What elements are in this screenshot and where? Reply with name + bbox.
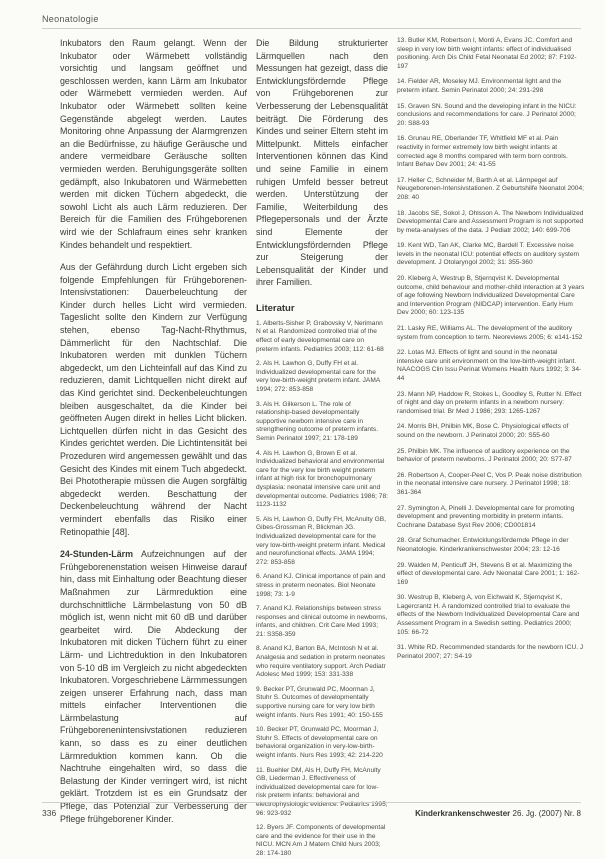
reference-item: 20. Kleberg A, Westrup B, Stjernqvist K. Developmental outcome, child behaviour and mother-child interaction at 3 years of age following Newborn Individualized Developmental Care and Intervention Program (NIDCAP) intervention. Early Hum Dev 2000; 60: 123-135 <box>397 275 585 317</box>
reference-item: 10. Becker PT, Grunwald PC, Moorman J, Stuhr S. Effects of developmental care on behavioral organization in very-low-birth-weight infants. Nurs Res 1993; 42: 214-220 <box>256 726 383 759</box>
reference-item: 23. Mann NP, Haddow R, Stokes L, Goodley S, Rutter N. Effect of night and day on preterm infants in a newborn nursery: randomised trial. Br Med J 1986; 293: 1265-1267 <box>397 390 582 415</box>
body-paragraph: Inkubators den Raum gelangt. Wenn der Inkubator oder Wärmebett vollständig vorsichtig und langsam geöffnet und geschlossen werden, kann Lärm am Inkubator oder Wärmebett vermieden werden. Auf Inkubator oder Wärmebett sollten keine Gegenstände abgelegt werden. Lautes Monitoring ohne Anpassung der Alarmgrenzen an die Bedürfnisse, zu häufige Geräusche und andere vermeidbare Geräusche sollten vermieden werden. Beruhigungsgeräte sollten gedämpft, also Inkubatoren und Wärmebetten werden mit dicken Tüchern abgedeckt, die sowohl Licht als auch Lärm reduzieren. Der Bereich für die Familien des Frühgeborenen wird wie der Schlafraum eines sehr kranken Kindes behandelt und respektiert. <box>60 38 247 250</box>
journal-issue: 26. Jg. (2007) Nr. 8 <box>512 809 581 818</box>
paragraph-lead-text: Aufzeichnungen auf der Frühgeborenenstation weisen Hinweise darauf hin, dass mit Einhaltung oder Beachtung dieser Maßnahmen zur Lärmreduktion eine durchschnittliche Lärmbelastung von 50 dB möglich ist, wenn nicht mit 60 dB und darüber gearbeitet wird. Die Abdeckung der Inkubatoren mit dicken Tüchern führt zu einer Lärm- und Lichtreduktion in den Inkubatoren von 5-10 dB im Vergleich zu nicht abgedeckten Inkubatoren. Vorgeschriebene Lärmmessungen zeigen unserer Erfahrung nach, dass man mittels einfacher Interventionen die Lärmbelastung auf Frühgeborenenintensivstationen reduzieren kann, so dass es zu einer deutlichen Lärmreduktion kommen kann. Ob die Nachtruhe eingehalten wird, so dass die Belastung der Kinder verringert wird, ist nicht geklärt. Trotzdem ist es ein Grundsatz der Pflege, das Potenzial zur Verbesserung der Pflege frühgeborener Kinder. <box>60 549 247 824</box>
reference-item: 9. Becker PT, Grunwald PC, Moorman J, Stuhr S. Outcomes of developmentally supportive nursing care for very low birth weight infants. Nurs Res 1991; 40: 150-155 <box>256 685 383 719</box>
reference-item: 1. Alberts-Sisher P, Grabovsky V, Nerimann N et al. Randomized controlled trial of the effect of early developmental care on preterm infants. Pediatrics 2003; 112: 61-68 <box>256 319 384 353</box>
reference-item: 6. Anand KJ. Clinical importance of pain and stress in preterm neonates. Biol Neonate 1998; 73: 1-9 <box>256 573 386 598</box>
reference-item: 15. Graven SN. Sound and the developing infant in the NICU: conclusions and recommendations for care. J Perinatol 2000; 20: S88-93 <box>397 102 577 127</box>
reference-item: 4. Als H. Lawhon G, Brown E et al. Individualized behavioral and environmental care for the very low birth weight preterm infant at high risk for bronchopulmonary dysplasia: neonatal intensive care unit and developmental outcome. Pediatrics 1986; 78: 1123-1132 <box>256 449 388 509</box>
section-header: Neonatologie <box>42 14 99 24</box>
reference-item: 17. Heller C, Schneider M, Barth A et al. Lärmpegel auf Neugeborenen-Intensivstationen. Z Geburtshilfe Neonatol 2004; 208: 40 <box>397 176 584 201</box>
reference-item: 22. Lotas MJ. Effects of light and sound in the neonatal intensive care unit environment on the low-birth-weight infant. NAACOGS Clin Issu Perinat Womens Health Nurs 1992; 3: 34-44 <box>397 349 582 382</box>
reference-item: 28. Graf Schumacher. Entwicklungsfördernde Pflege in der Neonatologie. Kinderkrankenschwester 2004; 23: 12-16 <box>397 537 569 553</box>
reference-item: 3. Als H. Gilkerson L. The role of relationship-based developmentally supportive newborn intensive care in strengthening outcome of preterm infants. Semin Perinatol 1997; 21: 178-189 <box>256 400 379 442</box>
reference-item: 30. Westrup B, Kleberg A, von Eichwald K, Stjernqvist K, Lagercrantz H. A randomized controlled trial to evaluate the effects of the Newborn Individualized Developmental Care and Assessment Program in a Swedish setting. Pediatrics 2000; 105: 66-72 <box>397 594 580 636</box>
reference-item: 19. Kent WD, Tan AK, Clarke MC, Bardell T. Excessive noise levels in the neonatal ICU: potential effects on auditory system development. J Otolaryngol 2002; 31: 355-360 <box>397 242 580 267</box>
paragraph-lead-label: 24-Stunden-Lärm <box>60 549 133 560</box>
header-rule <box>42 28 581 29</box>
reference-item: 11. Buehler DM, Als H, Duffy FH, McAnulty GB, Liederman J. Effectiveness of individualized developmental care for low-risk preterm infants: behavioral and electrophysiologic evidence. Pediatrics 1995; 96: 923-932 <box>256 766 388 817</box>
reference-item: 14. Fielder AR, Moseley MJ. Environmental light and the preterm infant. Semin Perinatol 2000; 24: 291-298 <box>397 78 562 94</box>
reference-item: 7. Anand KJ. Relationships between stress responses and clinical outcome in newborns, infants, and children. Crit Care Med 1993; 21: S358-359 <box>256 605 388 638</box>
reference-list <box>397 37 585 661</box>
literature-heading: Literatur <box>256 302 295 314</box>
column-1 <box>60 37 247 824</box>
body-paragraph: Aus der Gefährdung durch Licht ergeben sich folgende Empfehlungen für Frühgeborenen-Intensivstationen: Dauerbeleuchtung der Kinder durch helles Licht wird vermieden. Tageslicht sollte den Kindern zur Verfügung stehen, ebenso Tag-Nacht-Rhythmus, Dämmerlicht für den Nachtschlaf. Die Inkubatoren werden mit dunklen Tüchern abgedeckt, um den Lichteinfall auf das Kind zu reduzieren, damit Lichtquellen nicht direkt auf das Kind gerichtet sind. Deckenbeleuchtungen bleiben ausgeschaltet, da die Kinder bei geöffneten Augen direkt in helles Licht blicken. Lichtquellen dürfen nicht in das Gesicht des Kindes gerichtet werden. Die Lichtintensität bei Prozeduren wird angemessen gewählt und das Gesicht des Kindes mit einem Tuch abgedeckt. Bei Phototherapie müssen die Augen sorgfältig abgedeckt werden. Beschattung der Deckenbeleuchtung während der Nacht vermindert ebenfalls das Risiko einer Retinopathie [48]. <box>60 262 247 537</box>
reference-item: 25. Philbin MK. The influence of auditory experience on the behavior of preterm newborns. J Perinatol 2000; 20: S77-87 <box>397 447 572 464</box>
reference-item: 24. Morris BH, Philbin MK, Bose C. Physiological effects of sound on the newborn. J Perinatol 2000; 20: S55-60 <box>397 423 569 439</box>
footer-rule <box>42 802 581 803</box>
column-2 <box>256 37 388 857</box>
body-paragraph: Die Bildung strukturierter Lärmquellen nach den Messungen hat gezeigt, dass die Entwicklungsfördernde Pflege von Frühgeborenen zur Verbesserung der Lebensqualität beiträgt. Die Förderung des Kindes und seiner Eltern steht im Mittelpunkt. Mittels einfacher Interventionen können das Kind und seine Familie in einem ruhigen Umfeld besser betreut werden. Unterstützung der Familie, Weiterbildung des Pflegepersonals und der Ärzte sind Elemente der Entwicklungsfördernden Pflege zur Steigerung der Lebensqualität der Kinder und ihrer Familien. <box>256 38 388 288</box>
reference-item: 26. Robertson A, Cooper-Peel C, Vos P. Peak noise distribution in the neonatal intensive care nursery. J Perinatol 1998; 18: 361-364 <box>397 471 582 496</box>
reference-item: 29. Walden M, Penticuff JH, Stevens B et al. Maximizing the effect of developmental care. Adv Neonatal Care 2001; 1: 162-169 <box>397 561 580 586</box>
body-paragraph-lead <box>60 548 247 825</box>
journal-title: Kinderkrankenschwester <box>415 809 511 818</box>
reference-item: 21. Lasky RE, Williams AL. The development of the auditory system from conception to term. Neoreviews 2005; 6: e141-152 <box>397 325 583 341</box>
reference-item: 13. Butler KM, Robertson I, Monti A, Evans JC. Comfort and sleep in very low birth weight infants: effect of individualised positioning. Arch Dis Child Fetal Neonatal Ed 2002; 87: F192-197 <box>397 37 577 70</box>
reference-item: 8. Anand KJ, Barton BA, McIntosh N et al. Analgesia and sedation in preterm neonates who require ventilatory support. Arch Pediatr Adolesc Med 1999; 153: 331-338 <box>256 645 386 679</box>
reference-item: 31. White RD. Recommended standards for the newborn ICU. J Perinatol 2007; 27: S4-19 <box>397 644 584 660</box>
reference-list <box>256 320 388 859</box>
reference-item: 2. Als H. Lawhon G, Duffy FH et al. Individualized developmental care for the very low-birth-weight preterm infant. JAMA 1994; 272: 853-858 <box>256 360 380 394</box>
journal-name <box>415 809 581 818</box>
page-number: 336 <box>42 808 57 818</box>
reference-item: 27. Symington A, Pinelli J. Developmental care for promoting development and preventing morbidity in preterm infants. Cochrane Database Syst Rev 2006; CD001814 <box>397 504 575 529</box>
reference-item: 12. Byers JF. Components of developmental care and the evidence for their use in the NICU. MCN Am J Matern Child Nurs 2003; 28: 174-180 <box>256 824 386 857</box>
reference-item: 18. Jacobs SE, Sokol J, Ohlsson A. The Newborn Individualized Developmental Care and Assessment Program is not supported by meta-analyses of the data. J Pediatr 2002; 140: 699-706 <box>397 209 584 234</box>
column-3 <box>397 37 585 798</box>
reference-item: 16. Grunau RE, Oberlander TF, Whitfield MF et al. Pain reactivity in former extremely low birth weight infants at corrected age 8 months compared with term born controls. Infant Behav Dev 2001; 24: 41-55 <box>397 135 568 169</box>
reference-item: 5. Als H, Lawhon G, Duffy FH, McAnulty GB, Gibes-Grossman R, Blickman JG. Individualized developmental care for the very low-birth-weight preterm infant. Medical and neurofunctional effects. JAMA 1994; 272: 853-858 <box>256 515 386 566</box>
